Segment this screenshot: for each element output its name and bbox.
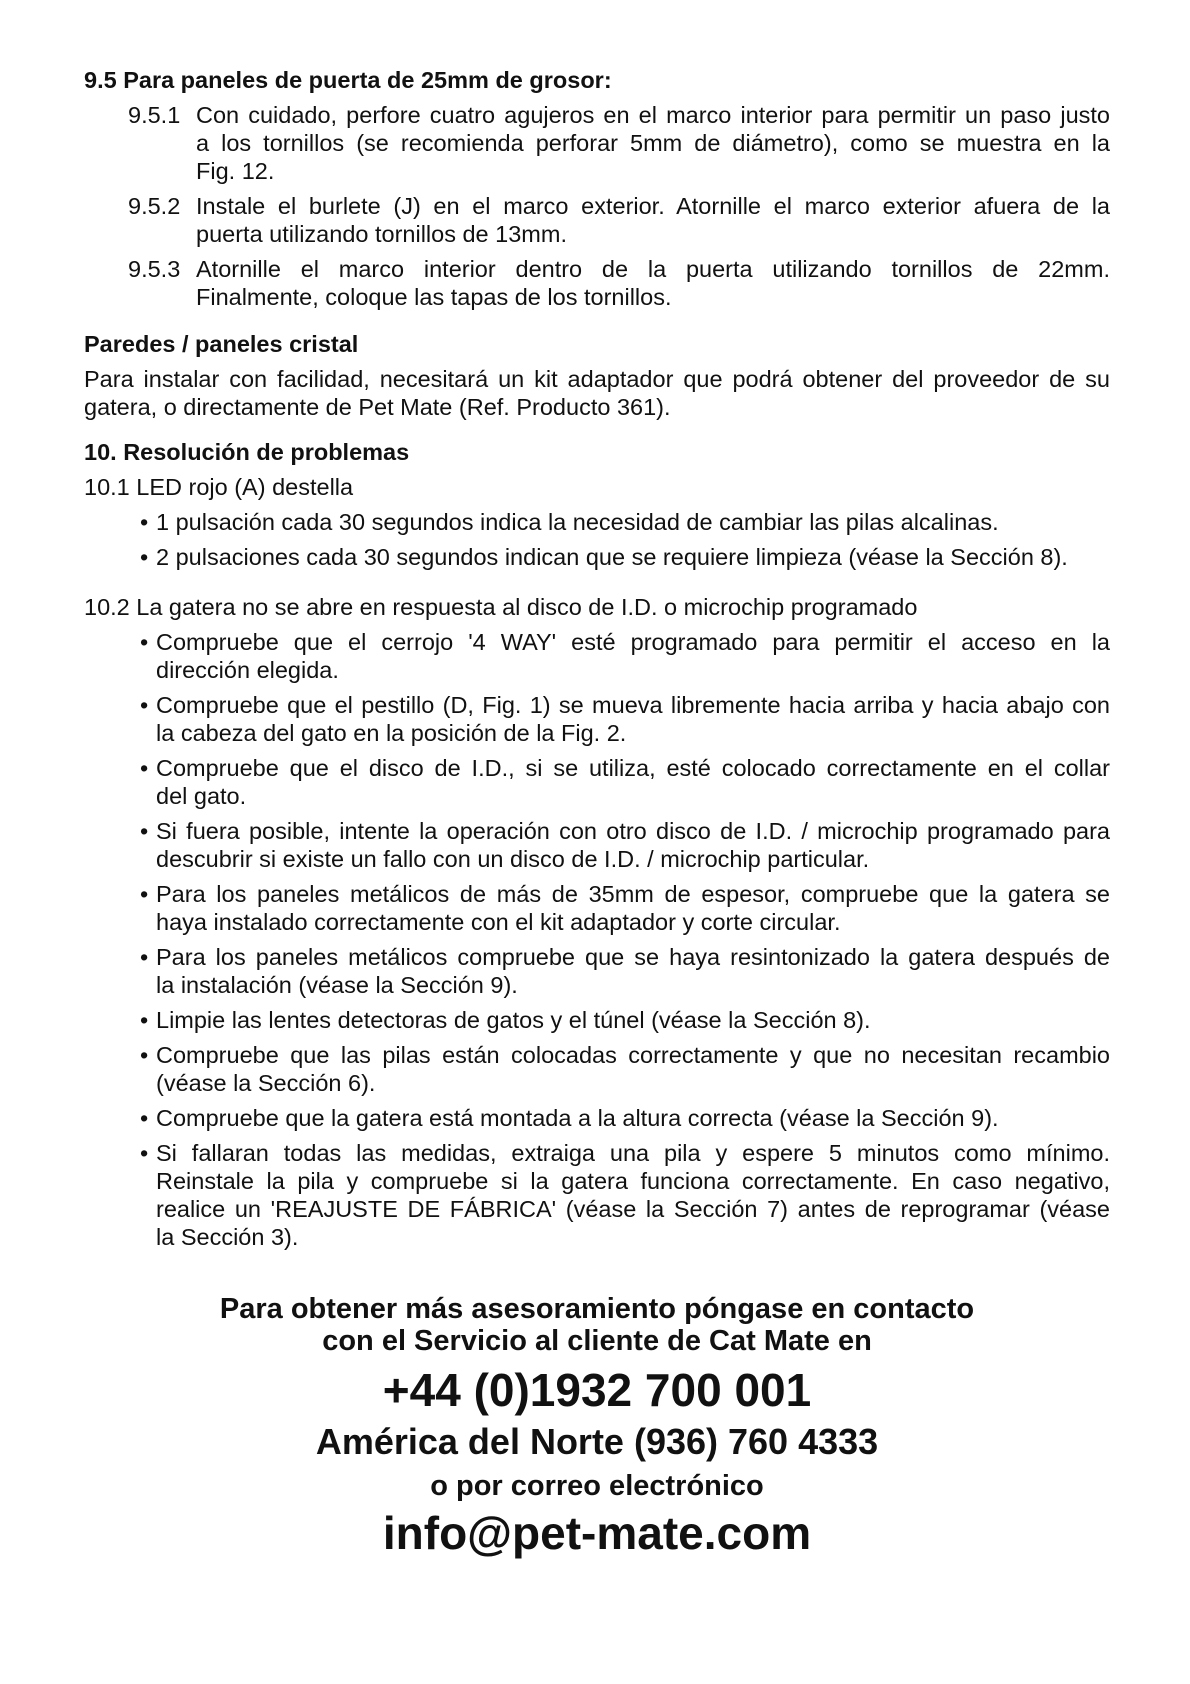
bullet-text bbox=[156, 1041, 1110, 1097]
bullet-text bbox=[156, 1006, 1110, 1034]
text-line: Reinstale la pila y compruebe si la gatera funciona correctamente. En caso negativo, bbox=[156, 1168, 1110, 1194]
text-line: Compruebe que las pilas están colocadas correctamente y que no necesitan recambio bbox=[156, 1042, 1110, 1068]
bullet-glyph: • bbox=[140, 818, 149, 844]
bullet-item bbox=[140, 508, 1110, 536]
text-line: realice un 'REAJUSTE DE FÁBRICA' (véase la Sección 7) antes de reprogramar (véase bbox=[156, 1196, 1110, 1222]
text-line: Compruebe que la gatera está montada a la altura correcta (véase la Sección 9). bbox=[156, 1105, 999, 1131]
text-line: Para los paneles metálicos de más de 35mm de espesor, compruebe que la gatera se bbox=[156, 881, 1110, 907]
bullet-item bbox=[140, 691, 1110, 747]
bullet-item bbox=[140, 754, 1110, 810]
walls-paragraph bbox=[84, 365, 1110, 421]
bullet-text bbox=[156, 508, 1110, 536]
text-line: Para instalar con facilidad, necesitará un kit adaptador que podrá obtener del proveedor de su bbox=[84, 366, 1110, 392]
text-line: Atornille el marco interior dentro de la puerta utilizando tornillos de 22mm. bbox=[196, 256, 1110, 282]
bullet-glyph: • bbox=[140, 544, 149, 570]
text-line: puerta utilizando tornillos de 13mm. bbox=[196, 221, 567, 247]
bullet-item bbox=[140, 1104, 1110, 1132]
text-line: (véase la Sección 6). bbox=[156, 1070, 376, 1096]
subsection-number: 9.5.2 bbox=[128, 193, 181, 219]
subsection-9-5-2 bbox=[128, 192, 1110, 248]
bullet-glyph: • bbox=[140, 944, 149, 970]
bullet-glyph: • bbox=[140, 1105, 149, 1131]
bullet-glyph: • bbox=[140, 692, 149, 718]
text-line: a los tornillos (se recomienda perforar 5mm de diámetro), como se muestra en la bbox=[196, 130, 1110, 156]
troubleshooting-heading: 10. Resolución de problemas bbox=[84, 439, 410, 465]
text-line: Finalmente, coloque las tapas de los tornillos. bbox=[196, 284, 672, 310]
bullet-glyph: • bbox=[140, 1140, 149, 1166]
bullet-item bbox=[140, 1139, 1110, 1251]
text-line: Con cuidado, perfore cuatro agujeros en el marco interior para permitir un paso justo bbox=[196, 102, 1110, 128]
bullet-text bbox=[156, 1104, 1110, 1132]
subsection-text bbox=[196, 255, 1110, 311]
bullet-item bbox=[140, 543, 1110, 571]
bullet-glyph: • bbox=[140, 755, 149, 781]
text-line: del gato. bbox=[156, 783, 247, 809]
subsection-number: 9.5.1 bbox=[128, 102, 181, 128]
bullet-text bbox=[156, 943, 1110, 999]
text-line: 2 pulsaciones cada 30 segundos indican que se requiere limpieza (véase la Sección 8). bbox=[156, 544, 1068, 570]
text-line: dirección elegida. bbox=[156, 657, 339, 683]
subsection-text bbox=[196, 192, 1110, 248]
section-heading-9-5: 9.5 Para paneles de puerta de 25mm de grosor: bbox=[84, 67, 612, 93]
bullet-glyph: • bbox=[140, 1007, 149, 1033]
bullet-item bbox=[140, 628, 1110, 684]
bullet-text bbox=[156, 817, 1110, 873]
contact-intro-line-1: Para obtener más asesoramiento póngase en contacto bbox=[219, 1293, 975, 1325]
bullet-glyph: • bbox=[140, 629, 149, 655]
bullet-text bbox=[156, 628, 1110, 684]
walls-heading: Paredes / paneles cristal bbox=[84, 331, 359, 357]
text-line: la Sección 3). bbox=[156, 1224, 299, 1250]
subsection-9-5-1 bbox=[128, 101, 1110, 185]
text-line: 1 pulsación cada 30 segundos indica la necesidad de cambiar las pilas alcalinas. bbox=[156, 509, 999, 535]
bullet-glyph: • bbox=[140, 509, 149, 535]
bullet-text bbox=[156, 543, 1110, 571]
contact-intro-line-2: con el Servicio al cliente de Cat Mate en bbox=[322, 1325, 872, 1357]
text-line: Compruebe que el disco de I.D., si se utiliza, esté colocado correctamente en el collar bbox=[156, 755, 1110, 781]
bullet-glyph: • bbox=[140, 881, 149, 907]
text-line: Fig. 12. bbox=[196, 158, 275, 184]
text-line: Para los paneles metálicos compruebe que se haya resintonizado la gatera después de bbox=[156, 944, 1110, 970]
text-line: haya instalado correctamente con el kit adaptador y corte circular. bbox=[156, 909, 841, 935]
bullet-item bbox=[140, 817, 1110, 873]
bullet-item bbox=[140, 943, 1110, 999]
bullet-text bbox=[156, 880, 1110, 936]
text-line: Compruebe que el cerrojo '4 WAY' esté programado para permitir el acceso en la bbox=[156, 629, 1110, 655]
page-content bbox=[84, 66, 1110, 1559]
text-line: Si fallaran todas las medidas, extraiga una pila y espere 5 minutos como mínimo. bbox=[156, 1140, 1110, 1166]
subsection-number: 9.5.3 bbox=[128, 256, 181, 282]
contact-phone: +44 (0)1932 700 001 bbox=[382, 1364, 812, 1416]
bullet-glyph: • bbox=[140, 1042, 149, 1068]
text-line: la cabeza del gato en la posición de la Fig. 2. bbox=[156, 720, 627, 746]
text-line: Si fuera posible, intente la operación con otro disco de I.D. / microchip programado para bbox=[156, 818, 1110, 844]
contact-email: info@pet-mate.com bbox=[382, 1507, 812, 1559]
bullet-item bbox=[140, 1006, 1110, 1034]
bullet-text bbox=[156, 1139, 1110, 1251]
text-line: Compruebe que el pestillo (D, Fig. 1) se mueva libremente hacia arriba y hacia abajo con bbox=[156, 692, 1110, 718]
text-line: gatera, o directamente de Pet Mate (Ref. Producto 361). bbox=[84, 394, 671, 420]
text-line: Limpie las lentes detectoras de gatos y el túnel (véase la Sección 8). bbox=[156, 1007, 871, 1033]
text-line: descubrir si existe un fallo con un disco de I.D. / microchip particular. bbox=[156, 846, 870, 872]
contact-email-intro: o por correo electrónico bbox=[430, 1470, 764, 1502]
text-line: Instale el burlete (J) en el marco exterior. Atornille el marco exterior afuera de la bbox=[196, 193, 1110, 219]
text-line: la instalación (véase la Sección 9). bbox=[156, 972, 518, 998]
bullet-text bbox=[156, 691, 1110, 747]
subsection-title-10-2: 10.2 La gatera no se abre en respuesta al disco de I.D. o microchip programado bbox=[84, 594, 918, 620]
subsection-text bbox=[196, 101, 1110, 185]
subsection-title-10-1: 10.1 LED rojo (A) destella bbox=[84, 474, 354, 500]
bullet-text bbox=[156, 754, 1110, 810]
bullet-item bbox=[140, 880, 1110, 936]
bullet-item bbox=[140, 1041, 1110, 1097]
subsection-9-5-3 bbox=[128, 255, 1110, 311]
contact-north-america-phone: América del Norte (936) 760 4333 bbox=[315, 1421, 879, 1462]
contact-block bbox=[84, 1293, 1110, 1559]
